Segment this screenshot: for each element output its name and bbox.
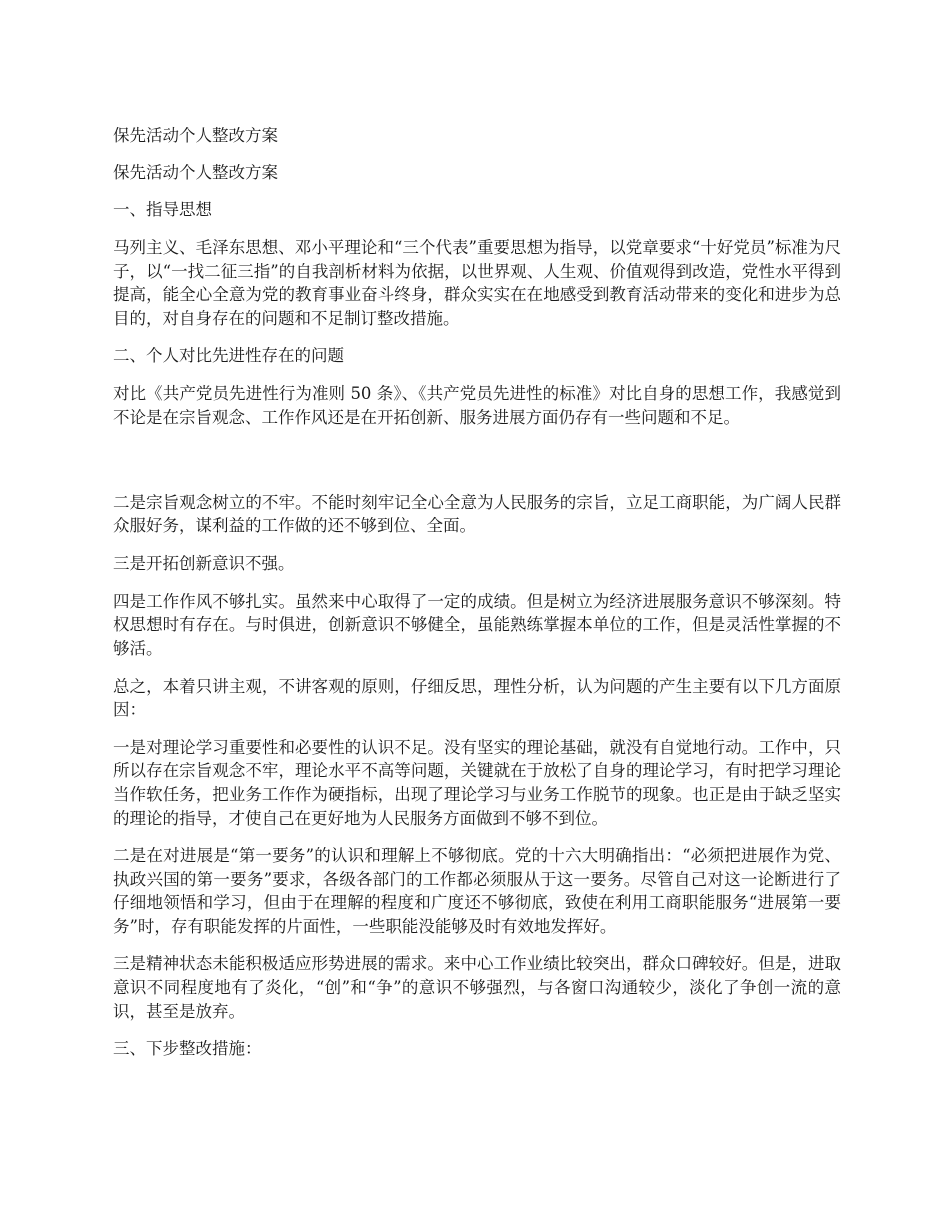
paragraph-problems-intro: 对比《共产党员先进性行为准则 50 条》、《共产党员先进性的标准》对比自身的思想工作，我感觉到不论是在宗旨观念、工作作风还是在开拓创新、服务进展方面仍存有一些问题和不足。 (113, 384, 841, 427)
section-heading-measures: 三、下步整改措施： (113, 1039, 262, 1059)
paragraph-problem-purpose: 二是宗旨观念树立的不牢。不能时刻牢记全心全意为人民服务的宗旨，立足工商职能，为广阔人民群众服好务，谋利益的工作做的还不够到位、全面。 (113, 492, 841, 536)
section-heading-guiding-ideology: 一、指导思想 (113, 200, 212, 219)
paragraph-cause-spirit: 三是精神状态未能积极适应形势进展的需求。来中心工作业绩比较突出，群众口碑较好。但是，进取意识不同程度地有了炎化，“创”和“争”的意识不够强烈，与各窗口沟通较少，淡化了争创一流的意识，甚至是放弃。 (113, 954, 841, 1021)
paragraph-problem-work-style: 四是工作作风不够扎实。虽然来中心取得了一定的成绩。但是树立为经济进展服务意识不够深刻。特权思想时有存在。与时俱进，创新意识不够健全，虽能熟练掌握本单位的工作，但是灵活性掌握的不够活。 (113, 591, 841, 658)
paragraph-cause-theory: 一是对理论学习重要性和必要性的认识不足。没有坚实的理论基础，就没有自觉地行动。工作中，只所以存在宗旨观念不牢，理论水平不高等问题，关键就在于放松了自身的理论学习，有时把学习理论当作软任务，把业务工作作为硬指标，出现了理论学习与业务工作脱节的现象。也正是由于缺乏坚实的理论的指导，才使自己在更好地为人民服务方面做到不够不到位。 (113, 737, 841, 828)
paragraph-guiding-ideology: 马列主义、毛泽东思想、邓小平理论和“三个代表”重要思想为指导，以党章要求“十好党员”标准为尺子，以“一找二征三指”的自我剖析材料为依据，以世界观、人生观、价值观得到改造，党性水平得到提高，能全心全意为党的教育事业奋斗终身，群众实实在在地感受到教育活动带来的变化和进步为总目的，对自身存在的问题和不足制订整改措施。 (113, 238, 841, 328)
document-page (113, 124, 841, 1061)
section-heading-problems: 二、个人对比先进性存在的问题 (113, 346, 344, 366)
document-title: 保先活动个人整改方案 (113, 126, 278, 145)
paragraph-problem-innovation: 三是开拓创新意识不强。 (113, 553, 295, 573)
document-subtitle: 保先活动个人整改方案 (113, 163, 278, 182)
paragraph-summary: 总之，本着只讲主观，不讲客观的原则，仔细反思，理性分析，认为问题的产生主要有以下几方面原因： (113, 676, 841, 720)
paragraph-cause-development: 二是在对进展是“第一要务”的认识和理解上不够彻底。党的十六大明确指出：“必须把进展作为党、执政兴国的第一要务”要求，各级各部门的工作都必须服从于这一要务。尽管自己对这一论断进行了仔细地领悟和学习，但由于在理解的程度和广度还不够彻底，致使在利用工商职能服务“进展第一要务”时，存有职能发挥的片面性，一些职能没能够及时有效地发挥好。 (113, 846, 841, 936)
